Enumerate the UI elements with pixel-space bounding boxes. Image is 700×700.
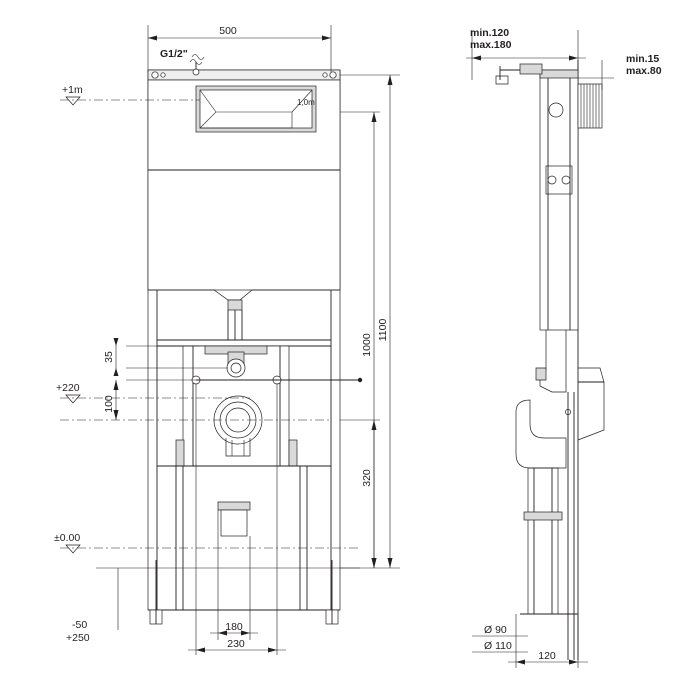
frame-top-rail — [148, 70, 340, 80]
flush-plate-inner — [200, 90, 312, 128]
offset-max-label: max.80 — [626, 65, 662, 77]
dim-500-label: 500 — [219, 25, 237, 37]
water-connection-label: G1/2" — [160, 48, 188, 60]
cistern-volume-label: 1,0m — [297, 98, 315, 107]
dim-1100-label: 1100 — [377, 318, 389, 342]
top-left-fixing-2 — [161, 73, 165, 77]
level-pos-label: +250 — [66, 632, 90, 644]
dim-100-label: 100 — [103, 395, 115, 413]
dim-depth-120 — [508, 614, 588, 668]
cistern-side-top-rail — [540, 70, 578, 78]
side-bolt-1 — [548, 176, 556, 184]
level-top-label: +1m — [62, 84, 83, 96]
dim-180-label: 180 — [225, 621, 243, 633]
level-mid-label: +220 — [56, 382, 80, 394]
cistern-base-profile — [148, 290, 340, 300]
bracket-left — [176, 440, 184, 466]
dim-height-320 — [340, 420, 380, 568]
wall-min-label: min.120 — [470, 27, 510, 39]
dim-230-label: 230 — [227, 638, 245, 650]
side-bolt-2 — [562, 176, 570, 184]
dim-320-label: 320 — [361, 469, 373, 487]
drop-pipe-collar — [524, 512, 562, 520]
side-supply-inlet — [496, 64, 542, 84]
top-right-fixing — [330, 72, 336, 78]
diameter-90-label: Ø 90 — [484, 624, 507, 636]
level-marker-zero — [54, 532, 360, 553]
offset-min-label: min.15 — [626, 53, 660, 65]
flush-pipe-connector — [228, 300, 242, 310]
drain-stub-top — [218, 502, 250, 510]
top-left-fixing — [152, 72, 158, 78]
dim-height-1100 — [340, 75, 400, 568]
bracket-right — [289, 440, 297, 466]
front-elevation-group — [54, 25, 400, 655]
stud-leader-dot — [358, 378, 362, 382]
side-flush-elbow — [540, 330, 566, 392]
dim-35-label: 35 — [103, 351, 115, 363]
wall-max-label: max.180 — [470, 39, 512, 51]
drop-pipe — [528, 468, 558, 614]
dim-height-100 — [103, 380, 196, 420]
level-zero-label: ±0.00 — [54, 532, 81, 544]
wall-bracket-hatched — [578, 84, 602, 128]
flush-connector-circle — [227, 359, 245, 377]
drain-stub-body — [221, 510, 247, 536]
wc-bowl-side — [578, 368, 604, 440]
side-elevation-group — [466, 27, 662, 668]
pipe-diameter-callouts — [472, 624, 528, 652]
dim-1000-label: 1000 — [361, 333, 373, 357]
waste-bend-side — [516, 400, 566, 468]
diameter-110-label: Ø 110 — [484, 640, 512, 652]
side-elbow-joint — [536, 368, 546, 380]
side-valve-circle — [549, 103, 563, 117]
depth-120-label: 120 — [538, 650, 556, 662]
level-neg-label: -50 — [72, 619, 88, 631]
top-right-fixing-2 — [323, 73, 327, 77]
cistern-lower — [148, 170, 340, 290]
